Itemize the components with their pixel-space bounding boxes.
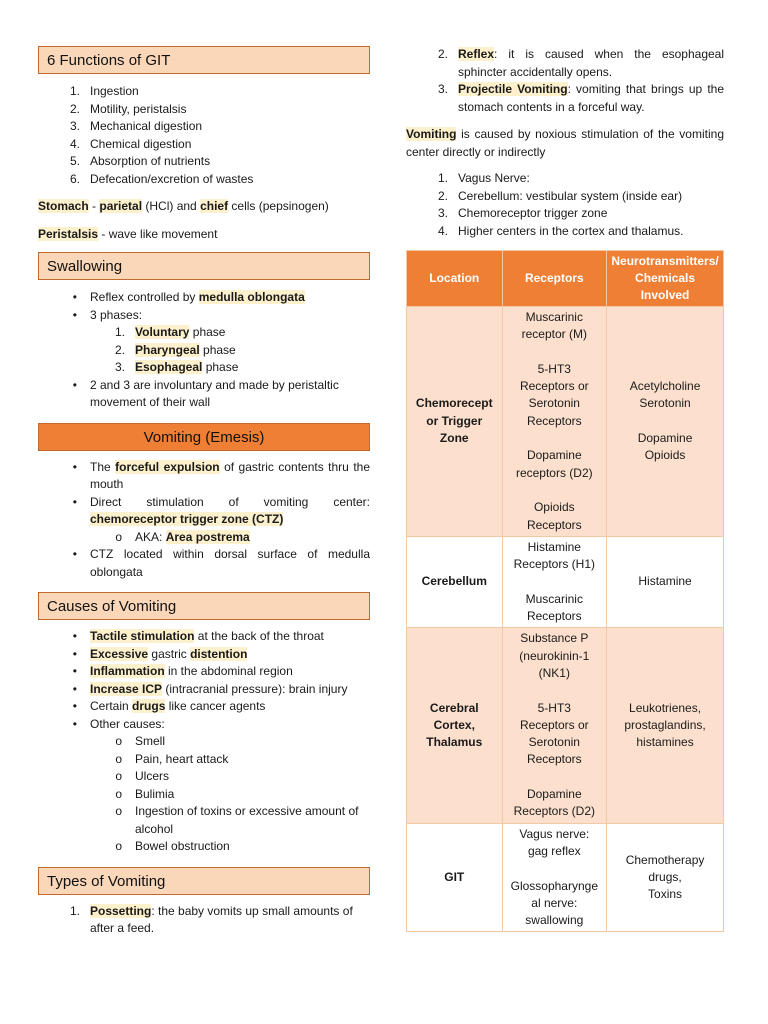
table-cell: Histamine	[607, 536, 724, 627]
vomiting-heading: Vomiting (Emesis)	[38, 423, 370, 451]
table-header-row	[407, 251, 724, 307]
list-item: o Ulcers	[115, 769, 170, 783]
list-item: • 2 and 3 are involuntary and made by peristaltic movement of their wall	[72, 377, 339, 409]
list-item: 2. Pharyngeal phase	[114, 342, 236, 357]
list-item: • The forceful expulsion of gastric contents thru the mouth	[72, 459, 370, 491]
column-header-chemicals: Neurotransmitters/ Chemicals Involved	[607, 251, 724, 307]
column-header-receptors: Receptors	[502, 251, 607, 307]
swallowing-list	[38, 289, 370, 324]
list-item: • Increase ICP (intracranial pressure): brain injury	[72, 681, 348, 696]
list-item: • CTZ located within dorsal surface of medulla oblongata	[72, 547, 370, 579]
list-item: • Inflammation in the abdominal region	[72, 664, 293, 678]
swallowing-list-cont	[38, 377, 370, 412]
types-heading: Types of Vomiting	[38, 867, 370, 895]
table-cell: Vagus nerve: gag reflex Glossopharynge al nerve: swallowing	[502, 823, 607, 932]
functions-list	[38, 83, 370, 188]
list-item: o Bowel obstruction	[115, 839, 230, 853]
vomiting-cause-paragraph: Vomiting is caused by noxious stimulation of the vomiting center directly or indirectly	[406, 127, 724, 159]
list-item: o Bulimia	[115, 786, 175, 801]
types-list-cont	[406, 46, 724, 116]
neurotransmitter-table	[406, 250, 724, 932]
list-item: 1. Ingestion	[69, 84, 139, 98]
list-item: 6. Defecation/excretion of wastes	[69, 171, 254, 186]
table-cell: Substance P (neurokinin-1 (NK1) 5-HT3 Receptors or Serotonin Receptors Dopamine Receptors (D2)	[502, 628, 607, 823]
list-item: o Ingestion of toxins or excessive amount of alcohol	[115, 804, 359, 836]
table-cell: Acetylcholine Serotonin Dopamine Opioids	[607, 307, 724, 537]
table-cell: Chemorecept or Trigger Zone	[407, 307, 503, 537]
list-item: 1. Vagus Nerve:	[437, 171, 530, 185]
list-item: o AKA: Area postrema	[115, 529, 250, 544]
table-cell: Cerebral Cortex, Thalamus	[407, 628, 503, 823]
peristalsis-line: Peristalsis - wave like movement	[38, 226, 218, 241]
pathways-list	[406, 170, 724, 240]
list-item: 1. Voluntary phase	[114, 325, 226, 339]
causes-heading: Causes of Vomiting	[38, 592, 370, 620]
list-item: 4. Chemical digestion	[69, 136, 192, 151]
vomiting-list-cont	[38, 546, 370, 581]
table-cell: Histamine Receptors (H1) Muscarinic Receptors	[502, 536, 607, 627]
column-header-location: Location	[407, 251, 503, 307]
phases-list	[38, 324, 370, 377]
list-item: 3. Chemoreceptor trigger zone	[437, 206, 608, 220]
list-item: 3. Mechanical digestion	[69, 119, 203, 133]
functions-heading: 6 Functions of GIT	[38, 46, 370, 74]
list-item: • 3 phases:	[72, 307, 143, 322]
list-item: • Certain drugs like cancer agents	[72, 699, 266, 713]
list-item: 5. Absorption of nutrients	[69, 154, 211, 168]
list-item: 3. Projectile Vomiting: vomiting that brings up the stomach contents in a forceful way.	[437, 82, 724, 114]
table-cell: Chemotherapy drugs, Toxins	[607, 823, 724, 932]
list-item: • Direct stimulation of vomiting center: chemoreceptor trigger zone (CTZ)	[72, 494, 370, 526]
table-row	[407, 536, 724, 627]
list-item: 1. Possetting: the baby vomits up small amounts of after a feed.	[69, 903, 353, 935]
list-item: 2. Reflex: it is caused when the esophageal sphincter accidentally opens.	[437, 47, 724, 79]
table-cell: Cerebellum	[407, 536, 503, 627]
right-column	[406, 46, 724, 932]
left-column	[38, 46, 370, 938]
list-item: 3. Esophageal phase	[114, 360, 239, 374]
aka-list	[38, 529, 370, 547]
list-item: o Smell	[115, 734, 166, 748]
causes-list	[38, 628, 370, 733]
list-item: • Excessive gastric distention	[72, 646, 248, 661]
table-cell: GIT	[407, 823, 503, 932]
list-item: 2. Motility, peristalsis	[69, 101, 187, 116]
table-cell: Muscarinic receptor (M) 5-HT3 Receptors or Serotonin Receptors Dopamine receptors (D2) Opioids Receptors	[502, 307, 607, 537]
list-item: • Reflex controlled by medulla oblongata	[72, 290, 305, 304]
other-causes-list	[38, 733, 370, 856]
list-item: 2. Cerebellum: vestibular system (inside ear)	[437, 188, 683, 203]
table-row	[407, 307, 724, 537]
table-row	[407, 628, 724, 823]
list-item: • Tactile stimulation at the back of the throat	[72, 629, 324, 643]
list-item: • Other causes:	[72, 716, 165, 731]
table-cell: Leukotrienes, prostaglandins, histamines	[607, 628, 724, 823]
stomach-line: Stomach - parietal (HCl) and chief cells (pepsinogen)	[38, 199, 329, 213]
list-item: o Pain, heart attack	[115, 751, 229, 766]
list-item: 4. Higher centers in the cortex and thalamus.	[437, 223, 684, 238]
table-row	[407, 823, 724, 932]
vomiting-list	[38, 459, 370, 529]
types-list	[38, 903, 370, 938]
swallowing-heading: Swallowing	[38, 252, 370, 280]
